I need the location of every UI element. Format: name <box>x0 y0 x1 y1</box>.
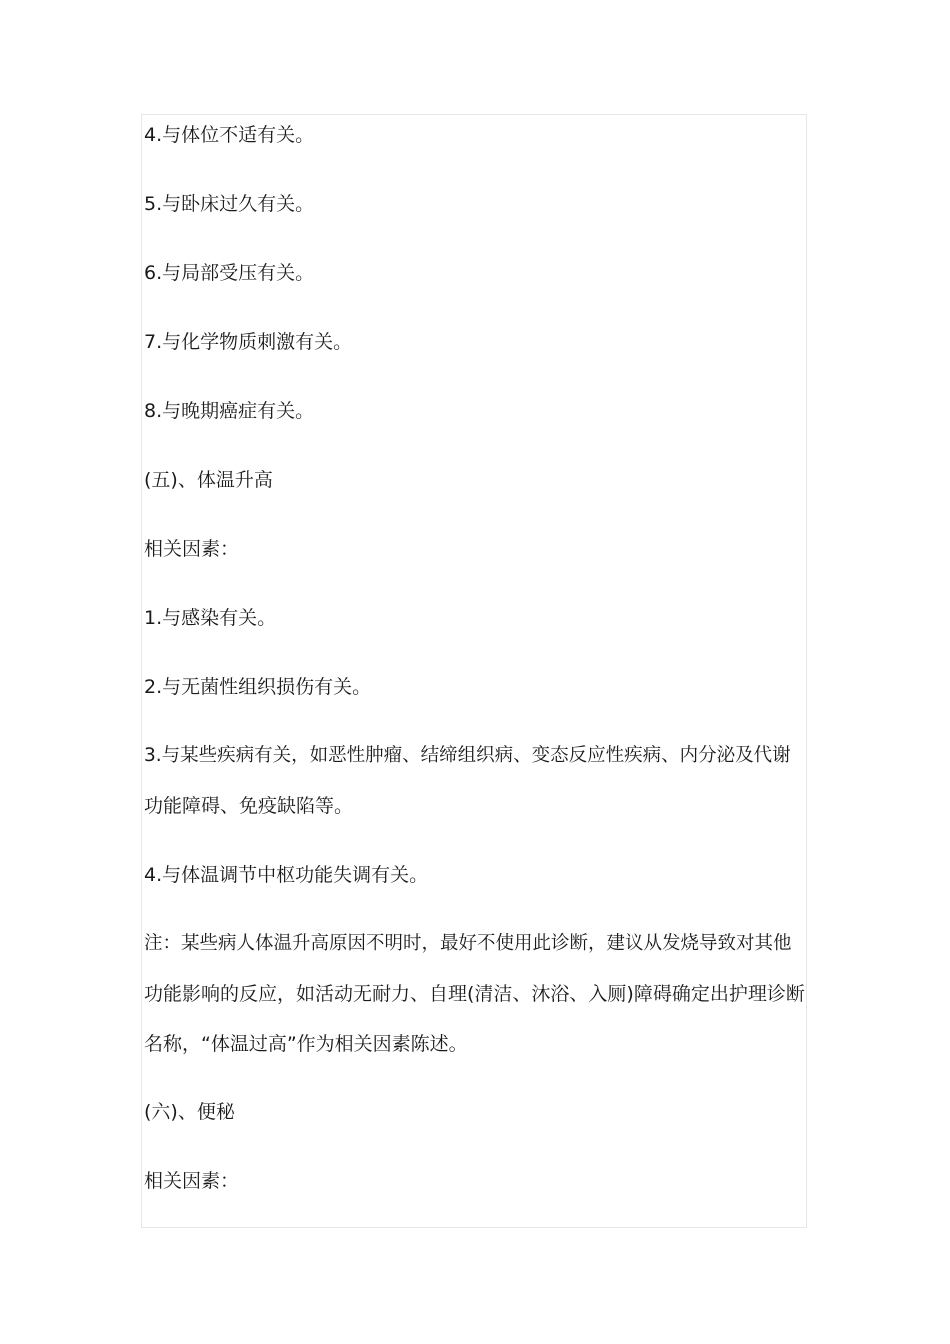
list-item: 2.与无菌性组织损伤有关。 <box>144 676 372 698</box>
related-factors-label: 相关因素： <box>144 1170 240 1192</box>
related-factors-label: 相关因素： <box>144 538 240 560</box>
note-paragraph-continuation: 功能影响的反应，如活动无耐力、自理(清洁、沐浴、入厕)障碍确定出护理诊断 <box>144 983 805 1005</box>
list-item: 8.与晚期癌症有关。 <box>144 400 315 422</box>
list-item: 5.与卧床过久有关。 <box>144 193 315 215</box>
list-item-continuation: 功能障碍、免疫缺陷等。 <box>144 795 354 817</box>
list-item: 3.与某些疾病有关，如恶性肿瘤、结缔组织病、变态反应性疾病、内分泌及代谢 <box>144 745 791 766</box>
list-item: 1.与感染有关。 <box>144 607 277 629</box>
note-paragraph: 注：某些病人体温升高原因不明时，最好不使用此诊断，建议从发烧导致对其他 <box>144 933 792 954</box>
list-item: 6.与局部受压有关。 <box>144 262 315 284</box>
section-heading: (五)、体温升高 <box>144 469 273 491</box>
section-heading: (六)、便秘 <box>144 1101 235 1123</box>
list-item: 7.与化学物质刺激有关。 <box>144 331 353 353</box>
list-item: 4.与体位不适有关。 <box>144 124 315 146</box>
note-paragraph-continuation: 名称，“体温过高”作为相关因素陈述。 <box>144 1033 468 1055</box>
list-item: 4.与体温调节中枢功能失调有关。 <box>144 864 429 886</box>
